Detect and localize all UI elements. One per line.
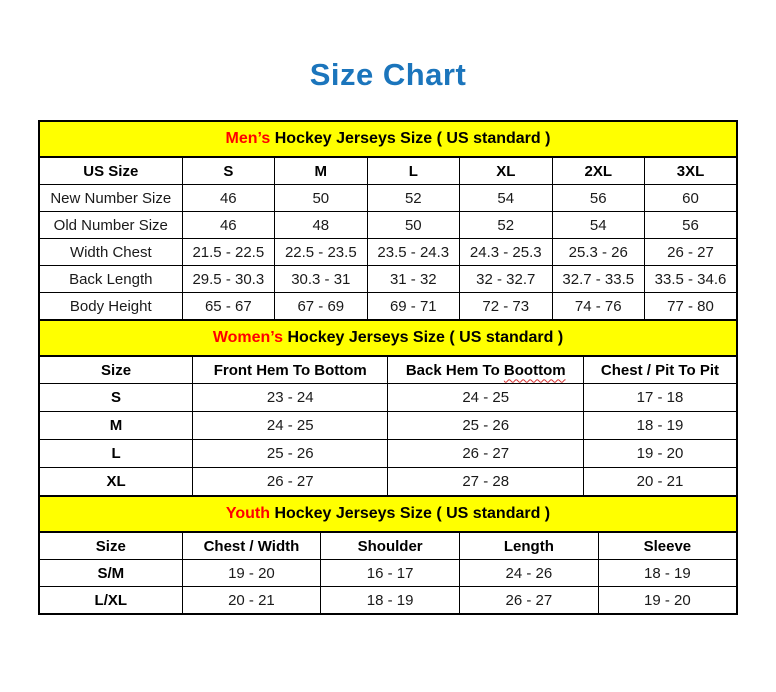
column-header: S	[182, 157, 274, 185]
table-row	[39, 412, 737, 440]
size-value-cell: 22.5 - 23.5	[275, 239, 367, 266]
size-value-cell: 46	[182, 212, 274, 239]
column-header: M	[275, 157, 367, 185]
column-header: XL	[460, 157, 552, 185]
size-value-cell: 27 - 28	[388, 468, 583, 497]
womens-size-table	[38, 355, 738, 497]
size-value-cell: 74 - 76	[552, 293, 644, 321]
row-label: Back Length	[39, 266, 182, 293]
row-label: L/XL	[39, 587, 182, 615]
size-value-cell: 52	[460, 212, 552, 239]
row-label: Old Number Size	[39, 212, 182, 239]
mens-size-table	[38, 156, 738, 321]
size-value-cell: 65 - 67	[182, 293, 274, 321]
column-header: Sleeve	[598, 532, 737, 560]
size-value-cell: 18 - 19	[583, 412, 737, 440]
size-value-cell: 18 - 19	[598, 560, 737, 587]
youth-heading-text: Hockey Jerseys Size ( US standard )	[274, 505, 551, 522]
column-header-text: Back Hem To	[405, 361, 500, 379]
size-value-cell: 19 - 20	[182, 560, 321, 587]
column-header: 3XL	[645, 157, 738, 185]
size-value-cell: 50	[275, 185, 367, 212]
size-value-cell: 46	[182, 185, 274, 212]
size-value-cell: 18 - 19	[321, 587, 460, 615]
size-value-cell: 56	[552, 185, 644, 212]
table-row	[39, 266, 737, 293]
size-value-cell: 26 - 27	[645, 239, 738, 266]
size-value-cell: 24 - 25	[193, 412, 388, 440]
row-label: S	[39, 384, 193, 412]
size-value-cell: 50	[367, 212, 459, 239]
size-value-cell: 20 - 21	[182, 587, 321, 615]
table-row	[39, 384, 737, 412]
size-value-cell: 69 - 71	[367, 293, 459, 321]
womens-heading-highlight: Women’s	[212, 329, 284, 346]
column-header: L	[367, 157, 459, 185]
size-value-cell: 19 - 20	[583, 440, 737, 468]
column-header: Front Hem To Bottom	[193, 356, 388, 384]
page-title: Size Chart	[309, 57, 467, 92]
column-header: Size	[39, 356, 193, 384]
mens-heading-highlight: Men’s	[225, 130, 271, 147]
size-value-cell: 32.7 - 33.5	[552, 266, 644, 293]
size-value-cell: 21.5 - 22.5	[182, 239, 274, 266]
row-label: S/M	[39, 560, 182, 587]
womens-heading-text: Hockey Jerseys Size ( US standard )	[287, 329, 564, 346]
size-value-cell: 24.3 - 25.3	[460, 239, 552, 266]
table-row	[39, 185, 737, 212]
table-row	[39, 239, 737, 266]
column-header: Length	[460, 532, 599, 560]
column-header: Size	[39, 532, 182, 560]
row-label: M	[39, 412, 193, 440]
table-row	[39, 468, 737, 497]
mens-section-heading	[38, 120, 738, 158]
size-value-cell: 24 - 26	[460, 560, 599, 587]
size-value-cell: 25.3 - 26	[552, 239, 644, 266]
size-value-cell: 77 - 80	[645, 293, 738, 321]
youth-heading-highlight: Youth	[225, 505, 270, 522]
misspelled-word: Boottom	[503, 361, 566, 379]
size-value-cell: 54	[552, 212, 644, 239]
column-header: Shoulder	[321, 532, 460, 560]
column-header: Chest / Pit To Pit	[583, 356, 737, 384]
column-header: 2XL	[552, 157, 644, 185]
size-value-cell: 17 - 18	[583, 384, 737, 412]
column-header	[388, 356, 583, 384]
mens-heading-text: Hockey Jerseys Size ( US standard )	[274, 130, 551, 147]
size-value-cell: 33.5 - 34.6	[645, 266, 738, 293]
row-label: New Number Size	[39, 185, 182, 212]
size-value-cell: 16 - 17	[321, 560, 460, 587]
row-label: XL	[39, 468, 193, 497]
size-value-cell: 25 - 26	[388, 412, 583, 440]
size-value-cell: 26 - 27	[388, 440, 583, 468]
size-value-cell: 29.5 - 30.3	[182, 266, 274, 293]
size-value-cell: 52	[367, 185, 459, 212]
table-header-row	[39, 532, 737, 560]
youth-size-table	[38, 531, 738, 615]
table-header-row	[39, 157, 737, 185]
size-value-cell: 26 - 27	[193, 468, 388, 497]
size-value-cell: 25 - 26	[193, 440, 388, 468]
size-value-cell: 19 - 20	[598, 587, 737, 615]
youth-section-heading	[38, 495, 738, 533]
table-row	[39, 587, 737, 615]
size-value-cell: 23.5 - 24.3	[367, 239, 459, 266]
table-row	[39, 560, 737, 587]
size-value-cell: 26 - 27	[460, 587, 599, 615]
table-header-row	[39, 356, 737, 384]
row-label: Width Chest	[39, 239, 182, 266]
size-value-cell: 24 - 25	[388, 384, 583, 412]
womens-section-heading	[38, 319, 738, 357]
size-value-cell: 23 - 24	[193, 384, 388, 412]
row-label: Body Height	[39, 293, 182, 321]
row-label: L	[39, 440, 193, 468]
size-value-cell: 67 - 69	[275, 293, 367, 321]
size-value-cell: 48	[275, 212, 367, 239]
size-value-cell: 20 - 21	[583, 468, 737, 497]
table-row	[39, 212, 737, 239]
size-value-cell: 31 - 32	[367, 266, 459, 293]
table-row	[39, 293, 737, 321]
size-value-cell: 56	[645, 212, 738, 239]
size-value-cell: 54	[460, 185, 552, 212]
column-header: US Size	[39, 157, 182, 185]
size-value-cell: 30.3 - 31	[275, 266, 367, 293]
size-value-cell: 72 - 73	[460, 293, 552, 321]
size-chart	[38, 120, 738, 615]
size-value-cell: 32 - 32.7	[460, 266, 552, 293]
size-value-cell: 60	[645, 185, 738, 212]
table-row	[39, 440, 737, 468]
column-header: Chest / Width	[182, 532, 321, 560]
